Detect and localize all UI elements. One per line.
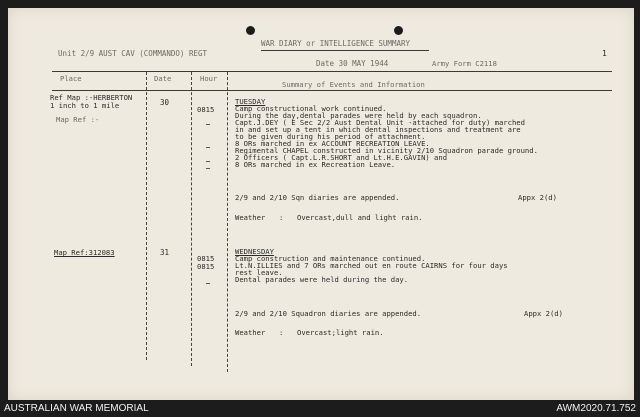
army-form-number: Army Form C2118: [432, 59, 497, 68]
entry-line: Lt.N.ILLIES and 7 ORs marched out en route CAIRNS for four days: [235, 261, 508, 270]
weather-separator: :: [279, 213, 284, 222]
place-map-reference: Ref Map :-HERBERTON: [50, 93, 133, 102]
hour-dash: [206, 168, 210, 169]
column-summary: Summary of Events and Information: [282, 80, 425, 89]
entry-date: 31: [160, 248, 170, 257]
appended-diaries-note: 2/9 and 2/10 Sqn diaries are appended.: [235, 193, 400, 202]
entry-line: 2 Officers ( Capt.L.R.SHORT and Lt.H.E.GAVIN) and: [235, 153, 448, 162]
column-divider: [191, 72, 192, 366]
entry-day-heading: WEDNESDAY: [235, 247, 274, 256]
weather-separator: :: [279, 328, 284, 337]
hour-dash: [206, 283, 210, 284]
archive-reference-number: AWM2020.71.752: [556, 403, 636, 414]
entry-line: During the day,dental parades were held by each squadron.: [235, 111, 482, 120]
entry-line: 8 ORs marched in ex Recreation Leave.: [235, 160, 396, 169]
header-rule-bottom: [52, 90, 612, 91]
punch-hole: [394, 26, 403, 35]
entry-date: 30: [160, 98, 170, 107]
diary-page: [8, 8, 634, 400]
entry-line: rest leave.: [235, 268, 283, 277]
weather-label: Weather: [235, 328, 266, 337]
archive-footer: [0, 400, 640, 417]
appendix-reference: Appx 2(d): [524, 309, 563, 318]
place-map-scale: 1 inch to 1 mile: [50, 101, 120, 110]
date-field: Date 30 MAY 1944: [316, 59, 389, 68]
hour-dash: [206, 147, 210, 148]
entry-day-heading: TUESDAY: [235, 97, 266, 106]
entry-line: in and set up a tent in which dental inspections and treatment are: [235, 125, 521, 134]
column-hour: Hour: [200, 74, 218, 83]
punch-hole: [246, 26, 255, 35]
appended-diaries-note: 2/9 and 2/10 Squadron diaries are appended.: [235, 309, 422, 318]
entry-hour: 0815: [197, 105, 215, 114]
header-rule-top: [52, 71, 612, 72]
entry-line: Capt.J.DEY ( E Sec 2/2 Aust Dental Unit -attached for duty) marched: [235, 118, 525, 127]
entry-hour: 0815: [197, 254, 215, 263]
entry-line: 8 ORs marched in ex ACCOUNT RECREATION LEAVE.: [235, 139, 430, 148]
page-number-mark: 1: [602, 49, 607, 58]
unit-field: Unit 2/9 AUST CAV (COMMANDO) REGT: [58, 49, 208, 58]
column-place: Place: [60, 74, 82, 83]
weather-label: Weather: [235, 213, 266, 222]
column-date: Date: [154, 74, 172, 83]
column-divider: [146, 72, 147, 360]
archive-name: AUSTRALIAN WAR MEMORIAL: [4, 403, 149, 414]
place-map-reference: Map Ref:312083: [54, 248, 115, 257]
entry-line: Regimental CHAPEL constructed in vicinity 2/10 Squadron parade ground.: [235, 146, 538, 155]
place-map-ref-label: Map Ref :-: [56, 115, 100, 124]
title-underline: [261, 50, 429, 51]
hour-dash: [206, 161, 210, 162]
entry-hour: 0815: [197, 262, 215, 271]
weather-value: Overcast;light rain.: [297, 328, 384, 337]
column-divider: [227, 72, 228, 372]
hour-dash: [206, 124, 210, 125]
diary-title: WAR DIARY or INTELLIGENCE SUMMARY: [261, 39, 411, 48]
weather-value: Overcast,dull and light rain.: [297, 213, 423, 222]
entry-line: Dental parades were held during the day.: [235, 275, 409, 284]
entry-line: Camp construction and maintenance continued.: [235, 254, 426, 263]
entry-line: Camp constructional work continued.: [235, 104, 387, 113]
entry-line: to be given during his period of attachment.: [235, 132, 426, 141]
appendix-reference: Appx 2(d): [518, 193, 557, 202]
